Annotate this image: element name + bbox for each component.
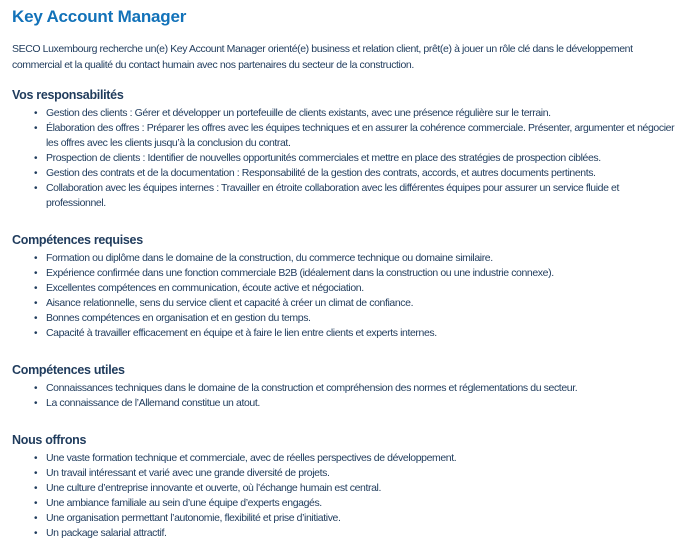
bullet-item: • Capacité à travailler efficacement en équipe et à faire le lien entre clients et experts internes. [34,326,677,341]
section-heading-we-offer: Nous offrons [12,433,87,447]
bullet-item: • Bonnes compétences en organisation et en gestion du temps. [34,311,677,326]
bullet-item: • Formation ou diplôme dans le domaine de la construction, du commerce technique ou domaine similaire. [34,251,677,266]
bullet-list-useful-skills [12,381,677,411]
section-required-skills [12,234,677,341]
bullet-item: • Gestion des clients : Gérer et développer un portefeuille de clients existants, avec une présence régulière sur le terrain. [34,106,677,121]
bullet-list-responsibilities [12,106,677,211]
bullet-item: • Gestion des contrats et de la documentation : Responsabilité de la gestion des contrats, accords, et autres documents pertinents. [34,166,677,181]
bullet-item: • Un package salarial attractif. [34,526,677,541]
page-title: Key Account Manager [12,7,187,26]
bullet-item: • Expérience confirmée dans une fonction commerciale B2B (idéalement dans la construction ou une industrie connexe). [34,266,677,281]
bullet-item: • Excellentes compétences en communication, écoute active et négociation. [34,281,677,296]
section-heading-responsibilities: Vos responsabilités [12,88,124,102]
bullet-item: • Une ambiance familiale au sein d’une équipe d’experts engagés. [34,496,677,511]
bullet-item: • Collaboration avec les équipes internes : Travailler en étroite collaboration avec les différentes équipes pour assurer un service fluide et professionnel. [34,181,677,211]
bullet-item: • Connaissances techniques dans le domaine de la construction et compréhension des normes et réglementations du secteur. [34,381,677,396]
intro-paragraph: SECO Luxembourg recherche un(e) Key Account Manager orienté(e) business et relation client, prêt(e) à jouer un rôle clé dans le développement commercial et la qualité du contact humain avec nos partenaires du secteur de la construction. [12,43,633,71]
bullet-item: • Élaboration des offres : Préparer les offres avec les équipes techniques et en assurer la cohérence commerciale. Présenter, argumenter et négocier les offres avec les clients jusqu’à la conclusion du contrat. [34,121,677,151]
bullet-item: • La connaissance de l’Allemand constitue un atout. [34,396,677,411]
bullet-list-we-offer [12,451,677,541]
section-we-offer [12,434,677,541]
bullet-item: • Aisance relationnelle, sens du service client et capacité à créer un climat de confiance. [34,296,677,311]
section-useful-skills [12,364,677,411]
bullet-item: • Un travail intéressant et varié avec une grande diversité de projets. [34,466,677,481]
section-heading-useful-skills: Compétences utiles [12,363,125,377]
bullet-item: • Prospection de clients : Identifier de nouvelles opportunités commerciales et mettre en place des stratégies de prospection ciblées. [34,151,677,166]
section-responsibilities [12,89,677,211]
bullet-item: • Une culture d’entreprise innovante et ouverte, où l’échange humain est central. [34,481,677,496]
bullet-item: • Une organisation permettant l’autonomie, flexibilité et prise d’initiative. [34,511,677,526]
section-heading-required-skills: Compétences requises [12,233,143,247]
bullet-list-required-skills [12,251,677,341]
bullet-item: • Une vaste formation technique et commerciale, avec de réelles perspectives de développement. [34,451,677,466]
